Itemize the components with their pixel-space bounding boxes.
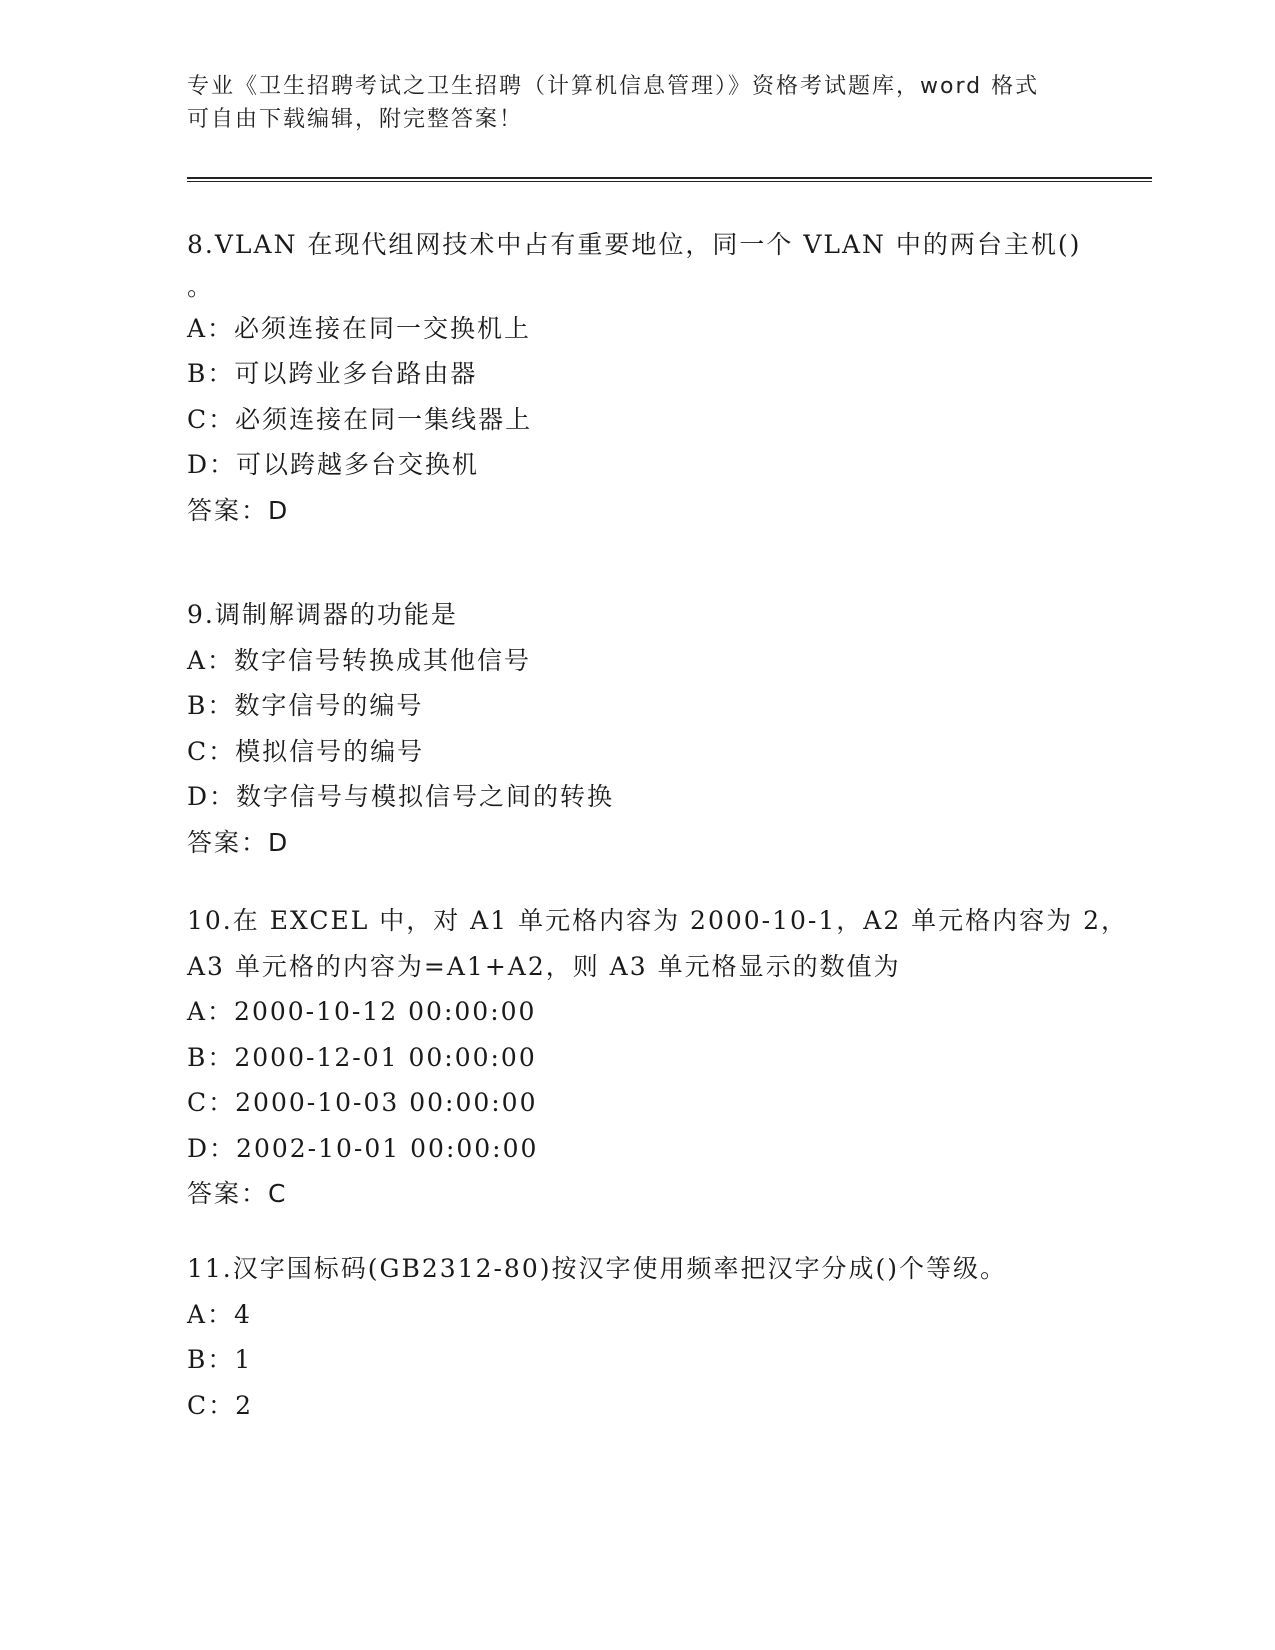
question-stem: 9.调制解调器的功能是 [187, 600, 458, 629]
question-stem-continuation: 。 [187, 271, 215, 301]
option-a: A：4 [187, 1299, 252, 1329]
answer-line: 答案：D [187, 495, 290, 525]
option-c: C：2 [187, 1390, 254, 1420]
option-b: B：2000-12-01 00:00:00 [187, 1042, 537, 1072]
question-11 [187, 1246, 1127, 1428]
question-10 [187, 898, 1127, 1217]
option-c: C：必须连接在同一集线器上 [187, 404, 533, 434]
question-stem: 11.汉字国标码(GB2312-80)按汉字使用频率把汉字分成()个等级。 [187, 1254, 1007, 1283]
header-line-2: 可自由下载编辑，附完整答案！ [187, 107, 524, 132]
question-stem-continuation: A3 单元格的内容为=A1+A2，则 A3 单元格显示的数值为 [187, 951, 901, 981]
option-a: A：必须连接在同一交换机上 [187, 313, 532, 343]
question-8 [187, 222, 1127, 533]
answer-line: 答案：D [187, 827, 290, 857]
question-stem: 8.VLAN 在现代组网技术中占有重要地位，同一个 VLAN 中的两台主机() [187, 230, 1082, 259]
document-header [187, 70, 1087, 136]
option-b: B：数字信号的编号 [187, 691, 424, 720]
question-9 [187, 592, 1127, 865]
option-c: C：模拟信号的编号 [187, 736, 425, 766]
header-line-1: 专业《卫生招聘考试之卫生招聘（计算机信息管理）》资格考试题库，word 格式 [187, 74, 1040, 99]
option-d: D：2002-10-01 00:00:00 [187, 1133, 539, 1163]
option-b: B：1 [187, 1345, 253, 1374]
answer-line: 答案：C [187, 1179, 288, 1208]
option-a: A：数字信号转换成其他信号 [187, 645, 532, 675]
option-d: D：数字信号与模拟信号之间的转换 [187, 782, 615, 811]
option-a: A：2000-10-12 00:00:00 [187, 997, 537, 1026]
question-stem: 10.在 EXCEL 中，对 A1 单元格内容为 2000-10-1，A2 单元格内容为 2， [187, 906, 1129, 935]
option-b: B：可以跨业多台路由器 [187, 359, 478, 388]
option-d: D：可以跨越多台交换机 [187, 450, 480, 479]
header-divider [187, 177, 1152, 182]
option-c: C：2000-10-03 00:00:00 [187, 1088, 538, 1117]
